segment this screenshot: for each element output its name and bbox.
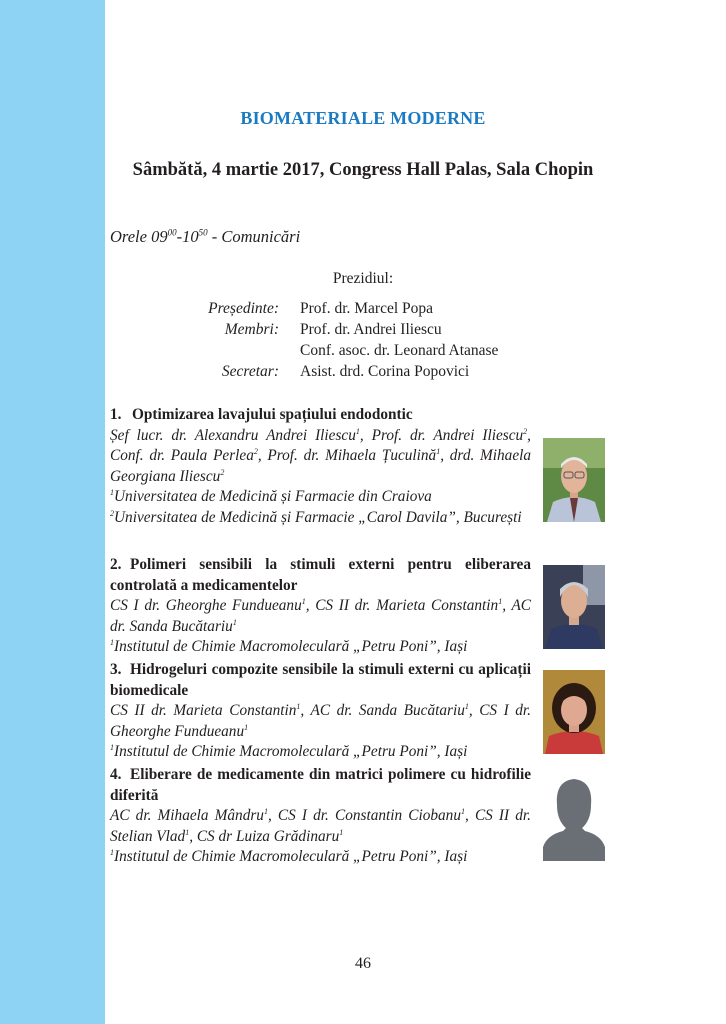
presidium-role: Președinte: bbox=[208, 300, 279, 317]
entry-affiliation bbox=[110, 742, 531, 763]
author-affiliation-mark: 1 bbox=[498, 597, 503, 607]
speaker-portrait-icon bbox=[543, 438, 605, 522]
affiliation-name: Universitatea de Medicină și Farmacie din Craiova bbox=[114, 488, 432, 506]
author-name: Șef lucr. dr. Alexandru Andrei Iliescu bbox=[110, 426, 356, 444]
section-title: BIOMATERIALE MODERNE bbox=[240, 108, 486, 128]
author-affiliation-mark: 1 bbox=[464, 702, 469, 712]
author-name: , AC dr. Sanda Bucătariu bbox=[300, 702, 465, 720]
author-affiliation-mark: 1 bbox=[301, 597, 306, 607]
page-number: 46 bbox=[355, 955, 371, 972]
presidium-label: Prezidiul: bbox=[332, 270, 394, 287]
entry-title bbox=[110, 765, 531, 806]
speaker-photo-3 bbox=[543, 670, 605, 754]
speaker-portrait-icon bbox=[543, 670, 605, 754]
affiliation-mark: 1 bbox=[110, 638, 114, 648]
author-affiliation-mark: 1 bbox=[263, 807, 268, 817]
presidium-name: Prof. dr. Andrei Iliescu bbox=[300, 321, 442, 338]
affiliation-name: Institutul de Chimie Macromoleculară „Petru Poni”, Iași bbox=[114, 743, 468, 761]
session-date-location: Sâmbătă, 4 martie 2017, Congress Hall Palas, Sala Chopin bbox=[132, 160, 594, 180]
presidium-name: Conf. asoc. dr. Leonard Atanase bbox=[300, 342, 499, 359]
presidium-role: Secretar: bbox=[221, 363, 279, 380]
presidium-name: Prof. dr. Marcel Popa bbox=[300, 300, 434, 317]
author-affiliation-mark: 1 bbox=[460, 807, 465, 817]
hours-start: Orele 09 bbox=[110, 227, 168, 246]
entry-number: 2. bbox=[110, 556, 122, 573]
hours-start-minutes: 00 bbox=[167, 227, 177, 238]
entry-title bbox=[110, 660, 531, 701]
hours-type: - Comunicări bbox=[207, 227, 301, 246]
presidium-role bbox=[110, 340, 300, 361]
author-name: AC dr. Mihaela Mândru bbox=[110, 807, 264, 825]
affiliation-mark: 1 bbox=[110, 848, 114, 858]
affiliation-mark: 1 bbox=[110, 488, 114, 498]
author-name: , CS dr Luiza Grădinaru bbox=[189, 827, 340, 845]
entry-affiliation bbox=[110, 847, 531, 868]
entry-authors bbox=[110, 806, 531, 847]
author-name: , AC dr. Sanda Bucătariu bbox=[110, 597, 531, 635]
entry-number: 3. bbox=[110, 661, 122, 678]
affiliation-name: Institutul de Chimie Macromoleculară „Petru Poni”, Iași bbox=[114, 848, 468, 866]
author-affiliation-mark: 1 bbox=[355, 426, 360, 436]
presidium-row bbox=[110, 340, 498, 361]
entry-title-text: Optimizarea lavajului spațiului endodontic bbox=[132, 406, 413, 423]
presidium-role: Membri: bbox=[224, 321, 279, 338]
affiliation-mark: 2 bbox=[110, 508, 114, 518]
author-name: CS I dr. Gheorghe Fundueanu bbox=[110, 597, 302, 615]
entry-affiliation bbox=[110, 637, 531, 658]
author-affiliation-mark: 2 bbox=[220, 467, 225, 477]
author-affiliation-mark: 1 bbox=[339, 827, 344, 837]
presentation-entry-3 bbox=[110, 660, 531, 763]
affiliation-name: Universitatea de Medicină și Farmacie „Carol Davila”, București bbox=[114, 508, 522, 526]
author-name: , CS II dr. Marieta Constantin bbox=[305, 597, 499, 615]
entry-affiliation bbox=[110, 487, 531, 508]
presentation-entry-2 bbox=[110, 555, 531, 658]
person-silhouette-icon bbox=[543, 775, 605, 861]
hours-end-minutes: 50 bbox=[198, 227, 208, 238]
speaker-photo-1 bbox=[543, 438, 605, 522]
author-name: , CS I dr. Constantin Ciobanu bbox=[267, 807, 461, 825]
hours-end: -10 bbox=[176, 227, 199, 246]
entry-authors bbox=[110, 426, 531, 488]
speaker-photo-placeholder bbox=[543, 775, 605, 861]
entry-affiliation bbox=[110, 508, 531, 529]
affiliation-name: Institutul de Chimie Macromoleculară „Petru Poni”, Iași bbox=[114, 638, 468, 656]
entry-authors bbox=[110, 596, 531, 637]
left-color-band bbox=[0, 0, 105, 1024]
entry-title bbox=[110, 405, 531, 426]
author-name: , Conf. dr. Paula Perlea bbox=[110, 426, 531, 465]
document-page bbox=[110, 0, 726, 1024]
entry-title bbox=[110, 555, 531, 596]
affiliation-mark: 1 bbox=[110, 743, 114, 753]
entry-title-text: Eliberare de medicamente din matrici polimere cu hidrofilie diferită bbox=[110, 766, 531, 804]
presidium-name: Asist. drd. Corina Popovici bbox=[300, 363, 470, 380]
entry-title-text: Polimeri sensibili la stimuli externi pentru eliberarea controlată a medicamentelor bbox=[110, 556, 531, 594]
author-affiliation-mark: 2 bbox=[253, 447, 258, 457]
author-affiliation-mark: 1 bbox=[244, 722, 249, 732]
speaker-photo-2 bbox=[543, 565, 605, 649]
entry-number: 4. bbox=[110, 766, 122, 783]
author-affiliation-mark: 1 bbox=[185, 827, 190, 837]
entry-title-text: Hidrogeluri compozite sensibile la stimuli externi cu aplicații biomedicale bbox=[110, 661, 531, 699]
presidium-row bbox=[110, 298, 498, 319]
presidium-table bbox=[110, 298, 498, 382]
speaker-portrait-icon bbox=[543, 565, 605, 649]
entry-authors bbox=[110, 701, 531, 742]
author-name: , drd. Mihaela Georgiana Iliescu bbox=[110, 447, 532, 485]
author-name: , Prof. dr. Mihaela Țuculină bbox=[257, 447, 437, 465]
author-name: CS II dr. Marieta Constantin bbox=[110, 702, 297, 720]
presentation-entry-1 bbox=[110, 405, 531, 529]
author-affiliation-mark: 1 bbox=[296, 702, 301, 712]
presidium-row bbox=[110, 361, 498, 382]
presidium-row bbox=[110, 319, 498, 340]
author-affiliation-mark: 1 bbox=[436, 447, 441, 457]
session-hours bbox=[110, 227, 300, 247]
entry-number: 1. bbox=[110, 406, 122, 423]
author-name: , CS II dr. Stelian Vlad bbox=[110, 807, 531, 845]
presentation-entry-4 bbox=[110, 765, 531, 868]
author-name: , CS I dr. Gheorghe Fundueanu bbox=[110, 702, 532, 740]
author-name: , Prof. dr. Andrei Iliescu bbox=[359, 426, 524, 444]
author-affiliation-mark: 2 bbox=[523, 426, 528, 436]
author-affiliation-mark: 1 bbox=[232, 617, 237, 627]
